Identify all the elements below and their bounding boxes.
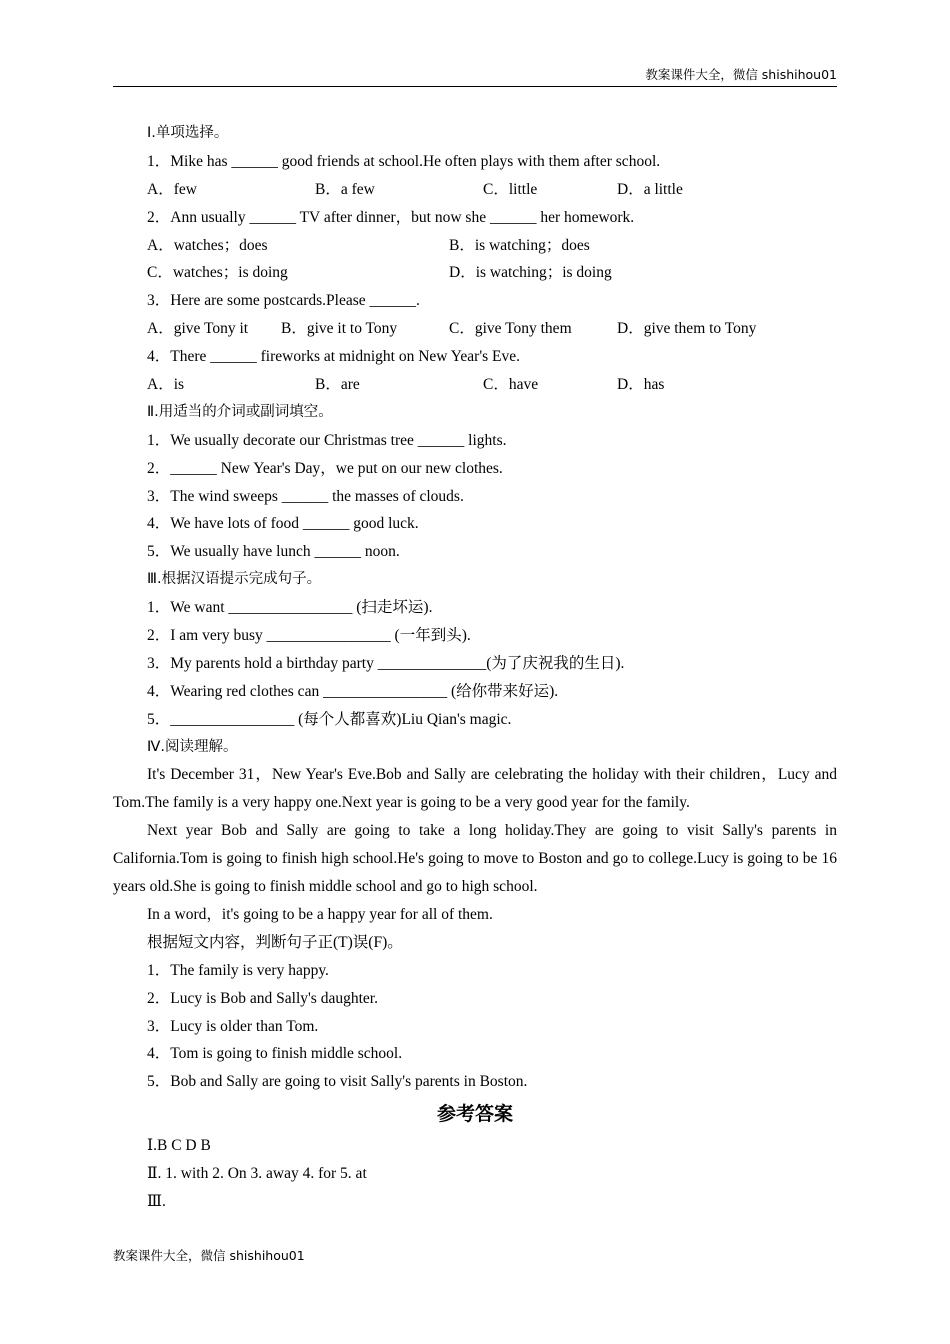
question-1-2-options-ab	[113, 232, 837, 260]
question-1-4-options	[113, 371, 837, 399]
option-d: D．a little	[617, 180, 683, 198]
reading-instruction: 根据短文内容，判断句子正(T)误(F)。	[147, 933, 403, 951]
question-2-2: 2．______ New Year's Day，we put on our new clothes.	[147, 459, 503, 477]
question-1-4: 4．There ______ fireworks at midnight on New Year's Eve.	[147, 348, 520, 366]
question-3-5: 5．________________ (每个人都喜欢)Liu Qian's magic.	[147, 710, 512, 728]
question-1-1: 1．Mike has ______ good friends at school.He often plays with them after school.	[147, 152, 661, 170]
option-b: B．a few	[315, 180, 375, 198]
option-b: B．give it to Tony	[281, 320, 398, 338]
question-3-3: 3．My parents hold a birthday party ______________(为了庆祝我的生日).	[147, 654, 625, 672]
question-1-1-options	[113, 176, 837, 204]
answer-section-3: Ⅲ.	[147, 1193, 166, 1211]
reading-paragraph-1: It's December 31，New Year's Eve.Bob and Sally are celebrating the holiday with their children，Lucy and Tom.The family is a very happy one.Next year is going to be a very good year for the family.	[113, 766, 837, 812]
document-body	[113, 120, 837, 1216]
option-d: D．is watching；is doing	[449, 264, 612, 282]
question-1-3: 3．Here are some postcards.Please ______.	[147, 292, 420, 310]
question-3-2: 2．I am very busy ________________ (一年到头).	[147, 627, 471, 645]
answers-title: 参考答案	[436, 1103, 513, 1126]
option-a: A．is	[147, 376, 185, 394]
option-d: D．has	[617, 376, 665, 394]
option-a: A．give Tony it	[147, 320, 249, 338]
question-2-5: 5．We usually have lunch ______ noon.	[147, 543, 400, 561]
option-c: C．watches；is doing	[147, 264, 288, 282]
option-c: C．little	[483, 180, 538, 198]
question-3-1: 1．We want ________________ (扫走坏运).	[147, 599, 433, 617]
question-1-2-options-cd	[113, 259, 837, 287]
option-a: A．few	[147, 180, 197, 198]
answer-section-1: Ⅰ.B C D B	[147, 1137, 211, 1155]
question-4-3: 3．Lucy is older than Tom.	[147, 1017, 319, 1035]
page-header: 教案课件大全，微信 shishihou01	[113, 66, 837, 87]
question-4-1: 1．The family is very happy.	[147, 961, 329, 979]
option-c: C．have	[483, 376, 539, 394]
option-b: B．are	[315, 376, 360, 394]
page-footer: 教案课件大全，微信 shishihou01	[113, 1248, 305, 1263]
option-a: A．watches；does	[147, 236, 268, 254]
question-4-2: 2．Lucy is Bob and Sally's daughter.	[147, 989, 378, 1007]
question-2-4: 4．We have lots of food ______ good luck.	[147, 515, 419, 533]
option-b: B．is watching；does	[449, 236, 590, 254]
question-4-4: 4．Tom is going to finish middle school.	[147, 1045, 403, 1063]
section-2-title: Ⅱ.用适当的介词或副词填空。	[147, 403, 333, 420]
option-d: D．give them to Tony	[617, 320, 757, 338]
reading-paragraph-2: Next year Bob and Sally are going to take a long holiday.They are going to visit Sally's parents in California.Tom is going to finish high school.He's going to move to Boston and go to college.Lucy is going to be 16 years old.She is going to finish middle school and go to high school.	[113, 822, 837, 896]
question-4-5: 5．Bob and Sally are going to visit Sally's parents in Boston.	[147, 1073, 528, 1091]
reading-paragraph-3: In a word，it's going to be a happy year for all of them.	[147, 906, 493, 924]
question-1-2: 2．Ann usually ______ TV after dinner，but now she ______ her homework.	[147, 208, 635, 226]
answer-section-2: Ⅱ. 1. with 2. On 3. away 4. for 5. at	[147, 1165, 367, 1183]
question-3-4: 4．Wearing red clothes can ________________ (给你带来好运).	[147, 682, 559, 700]
section-4-title: Ⅳ.阅读理解。	[147, 738, 238, 755]
question-1-3-options	[113, 315, 837, 343]
section-3-title: Ⅲ.根据汉语提示完成句子。	[147, 571, 322, 588]
section-1-title: Ⅰ.单项选择。	[147, 125, 229, 141]
option-c: C．give Tony them	[449, 320, 572, 338]
question-2-1: 1．We usually decorate our Christmas tree ______ lights.	[147, 431, 507, 449]
question-2-3: 3．The wind sweeps ______ the masses of clouds.	[147, 487, 464, 505]
